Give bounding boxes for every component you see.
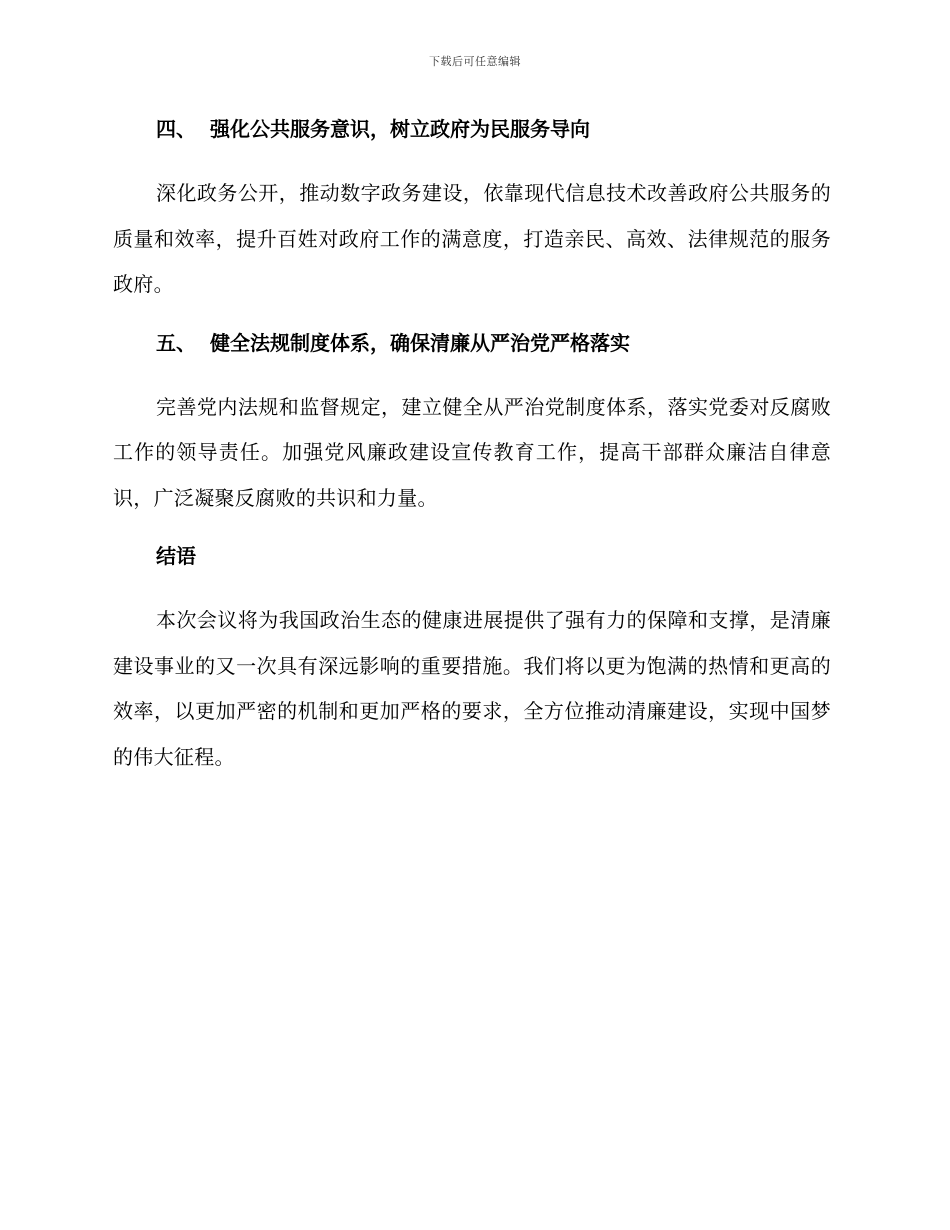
section-number: 四、 [156, 117, 196, 141]
section-title: 健全法规制度体系，确保清廉从严治党严格落实 [210, 330, 630, 355]
section-paragraph: 深化政务公开，推动数字政务建设，依靠现代信息技术改善政府公共服务的质量和效率，提升百姓对政府工作的满意度，打造亲民、高效、法律规范的服务政府。 [113, 181, 831, 296]
section-paragraph: 本次会议将为我国政治生态的健康进展提供了强有力的保障和支撑，是清廉建设事业的又一次具有深远影响的重要措施。我们将以更为饱满的热情和更高的效率，以更加严密的机制和更加严格的要求，全方位推动清廉建设，实现中国梦的伟大征程。 [113, 608, 831, 769]
page-header: 下载后可任意编辑 [429, 55, 521, 68]
section-number: 五、 [156, 330, 196, 355]
section-heading-5 [113, 328, 831, 358]
section-paragraph: 完善党内法规和监督规定，建立健全从严治党制度体系，落实党委对反腐败工作的领导责任。加强党风廉政建设宣传教育工作，提高干部群众廉洁自律意识，广泛凝聚反腐败的共识和力量。 [113, 394, 831, 510]
section-title: 结语 [156, 544, 196, 568]
conclusion-heading [113, 541, 831, 571]
section-title: 强化公共服务意识，树立政府为民服务导向 [210, 117, 590, 141]
section-heading-4 [113, 114, 831, 144]
document-body [113, 114, 831, 780]
